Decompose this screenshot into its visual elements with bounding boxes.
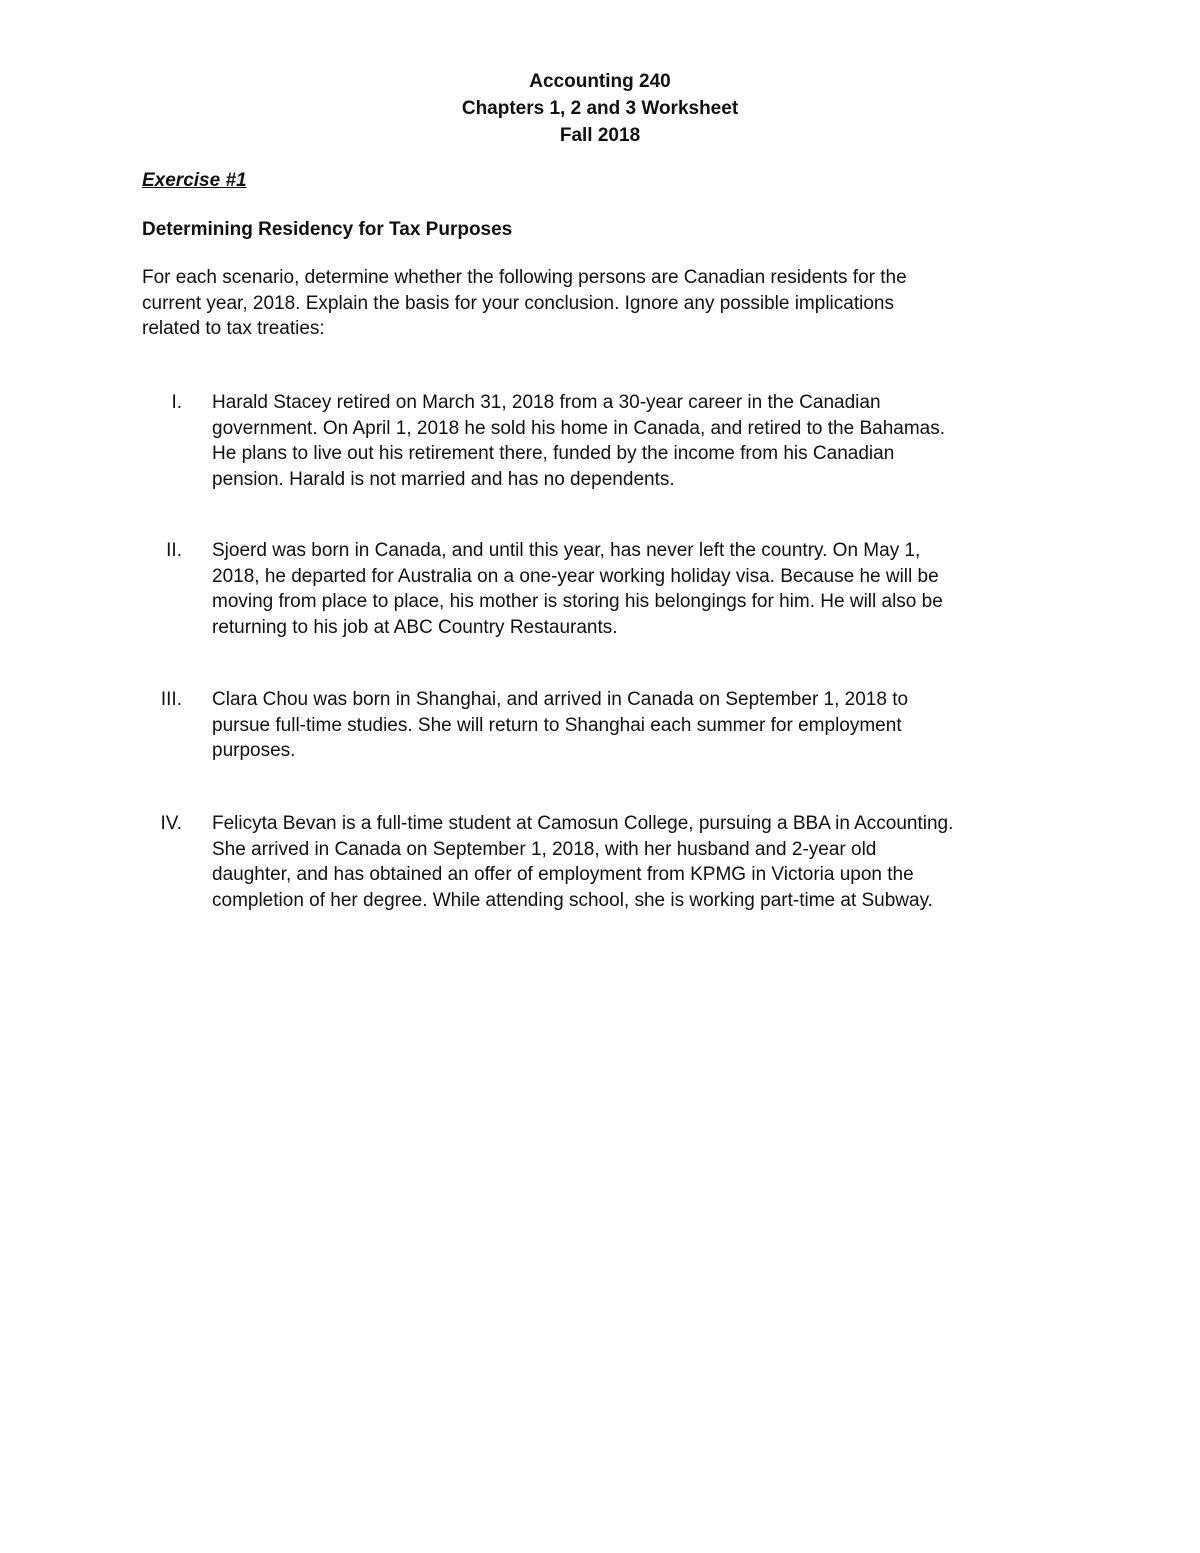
scenario-numeral: IV. [160,813,182,834]
scenario-text: Harald Stacey retired on March 31, 2018 from a 30-year career in the Canadian government. On April 1, 2018 he sold his home in Canada, and retired to the Bahamas. He plans to live out his retirement there, funded by the income from his Canadian pension. Harald is not married and has no dependents. [212,392,946,490]
exercise-title: Exercise #1 [142,170,247,191]
worksheet-title: Chapters 1, 2 and 3 Worksheet [461,98,739,119]
scenario-text: Clara Chou was born in Shanghai, and arrived in Canada on September 1, 2018 to pursue full-time studies. She will return to Shanghai each summer for employment purposes. [212,689,909,761]
scenario-numeral: III. [160,689,182,710]
section-heading: Determining Residency for Tax Purposes [142,219,513,240]
scenario-text: Sjoerd was born in Canada, and until this year, has never left the country. On May 1, 2018, he departed for Australia on a one-year working holiday visa. Because he will be moving from place to place, his mother is storing his belongings for him. He will also be returning to his job at ABC Country Restaurants. [212,540,943,638]
scenario-text: Felicyta Bevan is a full-time student at Camosun College, pursuing a BBA in Accounting. She arrived in Canada on September 1, 2018, with her husband and 2-year old daughter, and has obtained an offer of employment from KPMG in Victoria upon the completion of her degree. While attending school, she is working part-time at Subway. [212,813,954,911]
course-title: Accounting 240 [529,71,671,92]
document-header [0,68,1200,149]
term-title: Fall 2018 [559,125,641,146]
scenario-numeral: II. [166,540,182,561]
intro-paragraph: For each scenario, determine whether the following persons are Canadian residents for the current year, 2018. Explain the basis for your conclusion. Ignore any possible implications related to tax treaties: [142,267,907,339]
scenario-numeral: I. [171,392,182,413]
